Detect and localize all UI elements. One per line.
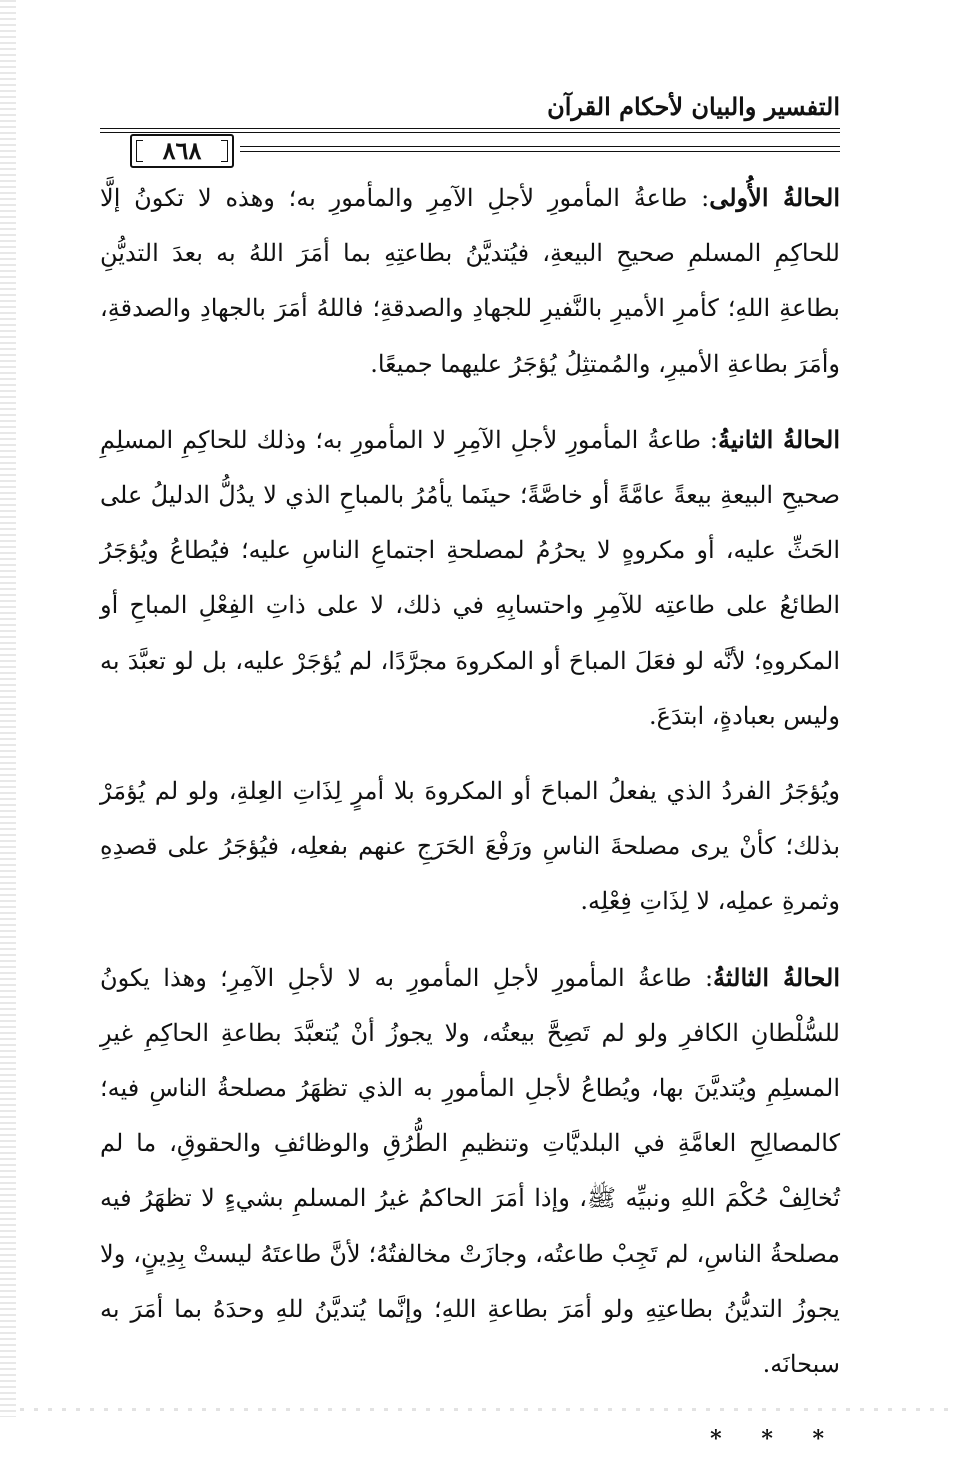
paragraph-text: : طاعةُ المأمورِ لأجلِ الآمِرِ لا المأمورِ به؛ وذلك للحاكِمِ المسلِمِ صحيحِ البيعةِ بيعةً عامَّةً أو خاصَّةً؛ حينَما يأمُرُ بالمباحِ الذي لا يدُلُّ الدليلُ على الحَثِّ عليه، أو مكروهٍ لا يحرُمُ لمصلحةِ اجتماعِ الناسِ عليه؛ فيُطاعُ ويُؤجَرُ الطائعُ على طاعتِه للآمِرِ واحتسابِهِ في ذلك، لا على ذاتِ الفِعْلِ المباحِ أو المكروهِ؛ لأنَّه لو فعَلَ المباحَ أو المكروهَ مجرَّدًا، لم يُؤجَرْ عليه، بل لو تعبَّدَ به وليس بعبادةٍ، ابتدَعَ. — [100, 425, 840, 730]
number-rule — [240, 146, 840, 147]
scan-edge — [0, 0, 16, 1417]
paragraph-state-two — [100, 412, 840, 744]
paragraph-heading: الحالةُ الأُولى — [709, 183, 840, 212]
header-rule — [100, 128, 840, 129]
paragraph-state-three — [100, 950, 840, 1393]
running-title: التفسير والبيان لأحكام القرآن — [547, 92, 840, 121]
header-rule-thin — [100, 132, 840, 133]
section-divider: * * * — [710, 1426, 840, 1453]
paragraph-state-one — [100, 170, 840, 392]
paragraph-text: : طاعةُ المأمورِ لأجلِ الآمِرِ والمأمورِ به؛ وهذه لا تكونُ إلَّا للحاكِمِ المسلمِ صحيحِ البيعةِ، فيُتديَّنُ بطاعتِهِ بما أمَرَ اللهُ به بعدَ التديُّنِ بطاعةِ اللهِ؛ كأمرِ الأميرِ بالنَّفيرِ للجهادِ والصدقةِ؛ فاللهُ أمَرَ بالجهادِ والصدقةِ، وأمَرَ بطاعةِ الأميرِ، والمُمتثِلُ يُؤجَرُ عليهما جميعًا. — [100, 184, 840, 378]
paragraph-individual-reward — [100, 764, 840, 930]
paragraph-text: : طاعةُ المأمورِ لأجلِ المأمورِ به لا لأجلِ الآمِرِ؛ وهذا يكونُ للسُّلْطانِ الكافرِ ولو لم تَصِحَّ بيعتُه، ولا يجوزُ أنْ يُتعبَّدَ بطاعةِ الحاكِمِ غيرِ المسلِمِ ويُتديَّنَ بها، ويُطاعُ لأجلِ المأمورِ به الذي تظهَرُ مصلحةُ الناسِ فيه؛ كالمصالِحِ العامَّةِ في البلديَّاتِ وتنظيمِ الطُّرُقِ والوظائفِ والحقوقِ، ما لم تُخالِفْ حُكْمَ اللهِ ونبيِّه ﷺ، وإذا أمَرَ الحاكمُ غيرُ المسلمِ بشيءٍ لا تظهَرُ فيه مصلحةُ الناسِ، لم تَجِبْ طاعتُه، وجازَتْ مخالفتُهُ؛ لأنَّ طاعتَهُ ليستْ بِدِينٍ، ولا يجوزُ التديُّنُ بطاعتِهِ ولو أمَرَ بطاعةِ اللهِ؛ وإنَّما يُتديَّنُ للهِ وحدَهُ بما أمَرَ به سبحانَه. — [100, 963, 840, 1379]
scan-bottom-edge — [20, 1408, 954, 1411]
page-number-frame — [130, 134, 234, 168]
paragraph-heading: الحالةُ الثالثةُ — [713, 962, 840, 992]
page-number: ٨٦٨ — [162, 136, 202, 165]
page-body — [100, 170, 840, 1467]
paragraph-heading: الحالةُ الثانيةُ — [718, 424, 840, 454]
number-rule-thin — [240, 151, 840, 152]
paragraph-text: ويُؤجَرُ الفردُ الذي يفعلُ المباحَ أو المكروهَ بلا أمرٍ لِذَاتِ العِلةِ، ولو لم يُؤمَرْ بذلك؛ كأنْ يرى مصلحةَ الناسِ ورَفْعَ الحَرَجِ عنهم بفعلِه، فيُؤجَرُ على قصدِهِ وثمرةِ عملِه، لا لِذَاتِ فِعْلِه. — [100, 777, 840, 916]
page-header — [100, 90, 840, 165]
